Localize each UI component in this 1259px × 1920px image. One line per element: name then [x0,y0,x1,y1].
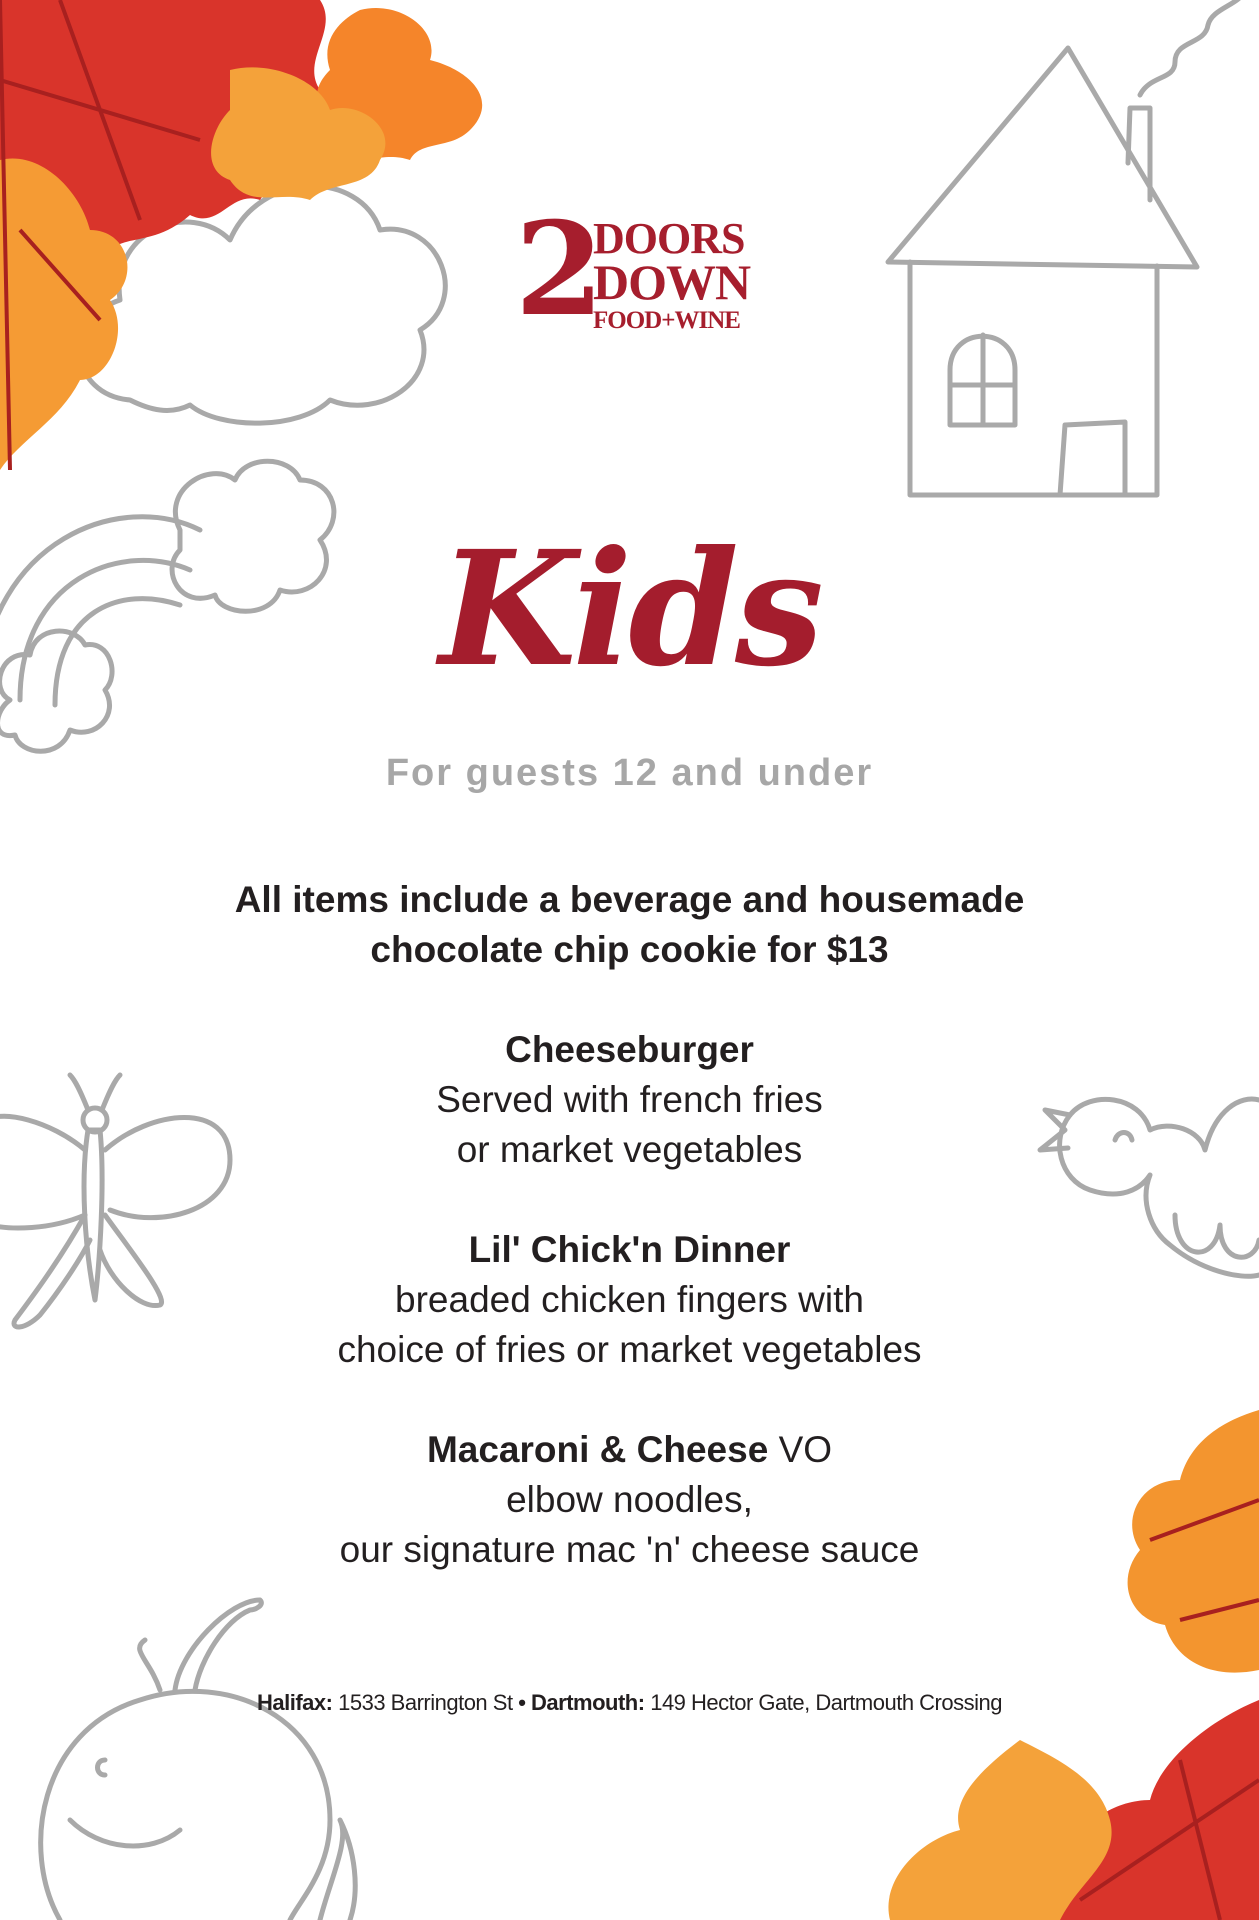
logo-numeral: 2 [515,195,605,345]
intro-line-1: All items include a beverage and housemade [234,879,1025,920]
restaurant-logo [515,195,751,345]
logo-line-3: FOOD+WINE [593,307,740,334]
whale-doodle [41,1600,356,1920]
menu-item-name-row [0,1425,1259,1475]
menu-intro [0,875,1259,975]
house-doodle [888,0,1245,495]
menu-item-desc: choice of fries or market vegetables [337,1329,922,1370]
menu-subtitle: For guests 12 and under [385,752,874,794]
menu-item-desc: Served with french fries [436,1079,823,1120]
locations-footer [0,1688,1259,1718]
menu-item-desc: our signature mac 'n' cheese sauce [339,1529,920,1570]
location-separator: • [518,1690,526,1715]
menu-item-name: Macaroni & Cheese [426,1429,769,1470]
logo-line-1: DOORS [593,214,745,263]
menu-item-name: Cheeseburger [505,1029,754,1070]
menu-item-desc: breaded chicken fingers with [395,1279,864,1320]
logo-line-2: DOWN [593,254,751,310]
location-city-dartmouth: Dartmouth: [531,1690,645,1715]
intro-line-2: chocolate chip cookie for $13 [370,929,889,970]
location-address-dartmouth: 149 Hector Gate, Dartmouth Crossing [650,1690,1002,1715]
location-address-halifax: 1533 Barrington St [338,1690,513,1715]
menu-item-chicken-dinner [0,1225,1259,1375]
menu-item-tag: VO [778,1429,833,1470]
menu-item-desc: elbow noodles, [506,1479,753,1520]
menu-item-mac-and-cheese [0,1425,1259,1575]
location-city-halifax: Halifax: [257,1690,333,1715]
menu-item-name: Lil' Chick'n Dinner [468,1229,791,1270]
menu-item-cheeseburger [0,1025,1259,1175]
menu-title: Kids [439,517,820,702]
menu-item-desc: or market vegetables [456,1129,803,1170]
